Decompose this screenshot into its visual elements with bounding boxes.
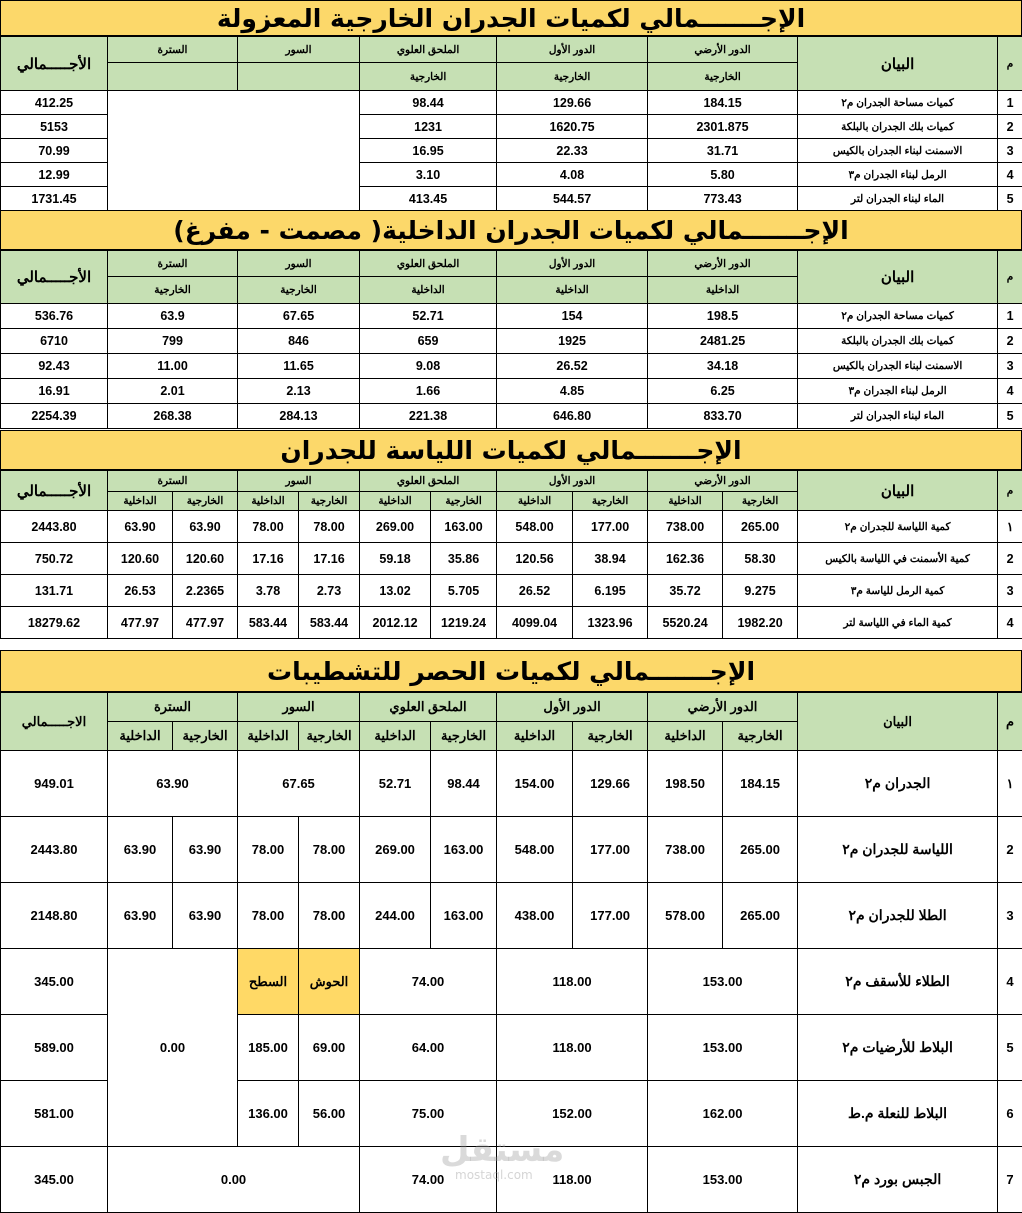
value-cell: 1323.96 [573, 607, 648, 639]
row-label: كميات مساحة الجدران م٢ [798, 91, 998, 115]
header-sutra: السترة [108, 37, 238, 63]
header-ardi: الدور الأرضي [648, 251, 798, 277]
row-total: 92.43 [1, 354, 108, 379]
header-number: م [998, 471, 1022, 511]
value-cell: 26.53 [108, 575, 173, 607]
row-total: 949.01 [1, 751, 108, 817]
row-label: الطلا للجدران م٢ [798, 883, 998, 949]
value-cell: 4099.04 [497, 607, 573, 639]
subheader-dakhili: الداخلية [108, 722, 173, 751]
subheader-dakhili: الداخلية [238, 492, 299, 511]
value-cell: 163.00 [431, 511, 497, 543]
row-total: 16.91 [1, 379, 108, 404]
row-label: كميات بلك الجدران بالبلكة [798, 329, 998, 354]
value-cell: 2.2365 [173, 575, 238, 607]
value-cell: 284.13 [238, 404, 360, 429]
header-sutra: السترة [108, 693, 238, 722]
subheader-kharji: الخارجية [723, 492, 798, 511]
value-cell: 26.52 [497, 354, 648, 379]
row-total: 589.00 [1, 1015, 108, 1081]
row-label: البلاط للأرضيات م٢ [798, 1015, 998, 1081]
value-cell: 63.90 [108, 511, 173, 543]
row-label: كميات بلك الجدران بالبلكة [798, 115, 998, 139]
header-mulhaq: الملحق العلوي [360, 251, 497, 277]
value-cell: 136.00 [238, 1081, 299, 1147]
value-cell: 2.01 [108, 379, 238, 404]
header-row [1, 471, 1022, 492]
quantity-table [0, 470, 1022, 639]
row-number: 2 [998, 817, 1022, 883]
row-number: 4 [998, 607, 1022, 639]
row-total: 5153 [1, 115, 108, 139]
value-cell: 269.00 [360, 511, 431, 543]
value-cell: 153.00 [648, 1015, 798, 1081]
value-cell: 63.90 [173, 817, 238, 883]
value-cell: 4.85 [497, 379, 648, 404]
row-label: كمية الأسمنت في اللياسة بالكيس [798, 543, 998, 575]
row-total: 2443.80 [1, 817, 108, 883]
row-label: كمية الماء في اللياسة لتر [798, 607, 998, 639]
table-row [1, 404, 1022, 429]
value-cell: 177.00 [573, 511, 648, 543]
value-cell: 67.65 [238, 304, 360, 329]
value-cell: 269.00 [360, 817, 431, 883]
table-row [1, 91, 1022, 115]
value-cell: 78.00 [299, 883, 360, 949]
value-cell: 153.00 [648, 1147, 798, 1213]
value-cell: 244.00 [360, 883, 431, 949]
value-cell: 152.00 [497, 1081, 648, 1147]
watermark: مستقل [440, 1130, 565, 1170]
value-cell: 184.15 [648, 91, 798, 115]
row-label: الاسمنت لبناء الجدران بالكيس [798, 354, 998, 379]
header-ardi: الدور الأرضي [648, 37, 798, 63]
subheader-kharji: الخارجية [431, 722, 497, 751]
row-total: 581.00 [1, 1081, 108, 1147]
subheader-dakhili: الداخلية [497, 277, 648, 304]
value-cell: 477.97 [108, 607, 173, 639]
header-description: البيان [798, 471, 998, 511]
table-row [1, 883, 1022, 949]
empty-cell [108, 91, 360, 211]
value-cell: 63.90 [108, 751, 238, 817]
row-total: 536.76 [1, 304, 108, 329]
row-number: 4 [998, 379, 1022, 404]
row-label: الماء لبناء الجدران لتر [798, 404, 998, 429]
value-cell: 78.00 [238, 511, 299, 543]
subheader-dakhili: الداخلية [360, 277, 497, 304]
value-cell: 59.18 [360, 543, 431, 575]
table-row [1, 751, 1022, 817]
value-cell: 548.00 [497, 817, 573, 883]
value-cell: 413.45 [360, 187, 497, 211]
value-cell: 63.90 [108, 883, 173, 949]
row-label: البلاط للنعلة م.ط [798, 1081, 998, 1147]
row-number: 2 [998, 329, 1022, 354]
header-row [1, 693, 1022, 722]
value-cell: 1231 [360, 115, 497, 139]
value-cell: 58.30 [723, 543, 798, 575]
header-ardi: الدور الأرضي [648, 471, 798, 492]
value-cell: 1982.20 [723, 607, 798, 639]
subheader-kharji: الخارجية [173, 492, 238, 511]
value-cell: 75.00 [360, 1081, 497, 1147]
row-number: 5 [998, 404, 1022, 429]
value-cell: 4.08 [497, 163, 648, 187]
value-cell: 16.95 [360, 139, 497, 163]
row-number: 3 [998, 139, 1022, 163]
value-cell: 198.5 [648, 304, 798, 329]
subheader-kharji: الخارجية [723, 722, 798, 751]
value-cell: 63.90 [173, 883, 238, 949]
row-label: الاسمنت لبناء الجدران بالكيس [798, 139, 998, 163]
value-cell: 773.43 [648, 187, 798, 211]
quantity-table [0, 36, 1022, 211]
row-number: 1 [998, 304, 1022, 329]
value-cell: 738.00 [648, 817, 723, 883]
table-row [1, 511, 1022, 543]
value-cell: 63.90 [173, 511, 238, 543]
value-cell: 3.10 [360, 163, 497, 187]
row-number: 2 [998, 543, 1022, 575]
value-cell: 26.52 [497, 575, 573, 607]
value-cell: الحوش [299, 949, 360, 1015]
row-label: كمية الرمل للياسة م٣ [798, 575, 998, 607]
row-total: 1731.45 [1, 187, 108, 211]
value-cell: 2301.875 [648, 115, 798, 139]
value-cell: 153.00 [648, 949, 798, 1015]
value-cell: 163.00 [431, 817, 497, 883]
value-cell: 846 [238, 329, 360, 354]
header-awal: الدور الأول [497, 251, 648, 277]
value-cell: 78.00 [238, 883, 299, 949]
value-cell: 2481.25 [648, 329, 798, 354]
value-cell: 17.16 [238, 543, 299, 575]
section-internal-walls [0, 210, 1022, 429]
header-awal: الدور الأول [497, 693, 648, 722]
value-cell: 129.66 [497, 91, 648, 115]
value-cell: 38.94 [573, 543, 648, 575]
header-sutra: السترة [108, 251, 238, 277]
value-cell: 265.00 [723, 511, 798, 543]
value-cell: 583.44 [238, 607, 299, 639]
header-total: الأجـــــمالي [1, 37, 108, 91]
value-cell: 52.71 [360, 751, 431, 817]
row-number: 1 [998, 91, 1022, 115]
value-cell: 583.44 [299, 607, 360, 639]
header-number: م [998, 37, 1022, 91]
subheader-dakhili: الداخلية [497, 722, 573, 751]
value-cell: 35.86 [431, 543, 497, 575]
subheader-kharji: الخارجية [173, 722, 238, 751]
value-cell: 120.60 [173, 543, 238, 575]
row-number: 3 [998, 575, 1022, 607]
value-cell: 2.13 [238, 379, 360, 404]
value-cell: 98.44 [431, 751, 497, 817]
subheader-dakhili: الداخلية [648, 277, 798, 304]
row-label: كميات مساحة الجدران م٢ [798, 304, 998, 329]
value-cell: 154 [497, 304, 648, 329]
value-cell: 5.80 [648, 163, 798, 187]
subheader-kharji: الخارجية [108, 277, 238, 304]
header-total: الاجـــــمالي [1, 693, 108, 751]
row-total: 2443.80 [1, 511, 108, 543]
value-cell: 177.00 [573, 817, 648, 883]
header-sour: السور [238, 471, 360, 492]
quantity-table [0, 250, 1022, 429]
value-cell: 5520.24 [648, 607, 723, 639]
header-sour: السور [238, 37, 360, 63]
row-label: الطلاء للأسقف م٢ [798, 949, 998, 1015]
subheader-kharji: الخارجية [497, 63, 648, 91]
row-label: الجدران م٢ [798, 751, 998, 817]
header-description: البيان [798, 37, 998, 91]
value-cell: 198.50 [648, 751, 723, 817]
section-title: الإجـــــــمالي لكميات الحصر للتشطيبات [0, 650, 1022, 692]
value-cell: 659 [360, 329, 497, 354]
value-cell: 833.70 [648, 404, 798, 429]
value-cell: 438.00 [497, 883, 573, 949]
value-cell: 265.00 [723, 817, 798, 883]
subheader-kharji: الخارجية [431, 492, 497, 511]
row-total: 131.71 [1, 575, 108, 607]
table-row [1, 329, 1022, 354]
quantity-table [0, 692, 1022, 1213]
header-number: م [998, 693, 1022, 751]
subheader-dakhili: الداخلية [360, 722, 431, 751]
table-row [1, 949, 1022, 1015]
value-cell: 221.38 [360, 404, 497, 429]
row-label: الجبس بورد م٢ [798, 1147, 998, 1213]
header-number: م [998, 251, 1022, 304]
row-total: 345.00 [1, 949, 108, 1015]
value-cell: 1219.24 [431, 607, 497, 639]
value-cell: 2.73 [299, 575, 360, 607]
row-total: 345.00 [1, 1147, 108, 1213]
value-cell: 578.00 [648, 883, 723, 949]
value-cell: 2012.12 [360, 607, 431, 639]
section-external-walls [0, 0, 1022, 211]
value-cell: 63.9 [108, 304, 238, 329]
row-total: 2254.39 [1, 404, 108, 429]
row-total: 750.72 [1, 543, 108, 575]
value-cell: 78.00 [299, 817, 360, 883]
row-number: ١ [998, 511, 1022, 543]
value-cell: 31.71 [648, 139, 798, 163]
row-number: 2 [998, 115, 1022, 139]
table-row [1, 1147, 1022, 1213]
value-cell: 163.00 [431, 883, 497, 949]
subheader-dakhili: الداخلية [238, 722, 299, 751]
value-cell: 6.195 [573, 575, 648, 607]
watermark-url: mostaql.com [455, 1168, 533, 1182]
value-cell: 9.275 [723, 575, 798, 607]
row-number: 7 [998, 1147, 1022, 1213]
subheader-dakhili: الداخلية [497, 492, 573, 511]
subheader-dakhili: الداخلية [108, 492, 173, 511]
table-row [1, 575, 1022, 607]
value-cell: 11.65 [238, 354, 360, 379]
value-cell: 1925 [497, 329, 648, 354]
value-cell: 268.38 [108, 404, 238, 429]
value-cell: 69.00 [299, 1015, 360, 1081]
value-cell: 646.80 [497, 404, 648, 429]
row-total: 12.99 [1, 163, 108, 187]
value-cell: 1.66 [360, 379, 497, 404]
value-cell: 129.66 [573, 751, 648, 817]
row-label: الرمل لبناء الجدران م٣ [798, 379, 998, 404]
table-row [1, 607, 1022, 639]
row-total: 18279.62 [1, 607, 108, 639]
value-cell: 74.00 [360, 1147, 497, 1213]
value-cell: 52.71 [360, 304, 497, 329]
row-number: 3 [998, 883, 1022, 949]
table-row [1, 354, 1022, 379]
header-total: الأجـــــمالي [1, 471, 108, 511]
subheader-kharji: الخارجية [573, 492, 648, 511]
subheader-empty [108, 63, 238, 91]
header-sour: السور [238, 251, 360, 277]
value-cell: 177.00 [573, 883, 648, 949]
value-cell: 544.57 [497, 187, 648, 211]
header-total: الأجـــــمالي [1, 251, 108, 304]
value-cell: 738.00 [648, 511, 723, 543]
row-number: 3 [998, 354, 1022, 379]
value-cell: 74.00 [360, 949, 497, 1015]
value-cell: 265.00 [723, 883, 798, 949]
value-cell: 184.15 [723, 751, 798, 817]
subheader-kharji: الخارجية [573, 722, 648, 751]
value-cell: 67.65 [238, 751, 360, 817]
value-cell: 185.00 [238, 1015, 299, 1081]
value-cell: 162.00 [648, 1081, 798, 1147]
subheader-kharji: الخارجية [648, 63, 798, 91]
value-cell: 22.33 [497, 139, 648, 163]
value-cell: 162.36 [648, 543, 723, 575]
subheader-kharji: الخارجية [299, 492, 360, 511]
header-awal: الدور الأول [497, 37, 648, 63]
value-cell: السطح [238, 949, 299, 1015]
subheader-dakhili: الداخلية [360, 492, 431, 511]
value-cell: 78.00 [299, 511, 360, 543]
value-cell: 799 [108, 329, 238, 354]
row-total: 70.99 [1, 139, 108, 163]
value-cell: 118.00 [497, 1147, 648, 1213]
subheader-dakhili: الداخلية [648, 722, 723, 751]
subheader-kharji: الخارجية [299, 722, 360, 751]
value-cell: 3.78 [238, 575, 299, 607]
row-label: الماء لبناء الجدران لتر [798, 187, 998, 211]
row-total: 6710 [1, 329, 108, 354]
section-title: الإجـــــــمالي لكميات اللياسة للجدران [0, 430, 1022, 470]
header-description: البيان [798, 251, 998, 304]
header-row [1, 251, 1022, 277]
table-row [1, 379, 1022, 404]
value-cell: 35.72 [648, 575, 723, 607]
row-number: 5 [998, 187, 1022, 211]
value-cell: 0.00 [108, 1147, 360, 1213]
value-cell: 63.90 [108, 817, 173, 883]
header-sour: السور [238, 693, 360, 722]
value-cell: 120.60 [108, 543, 173, 575]
table-row [1, 304, 1022, 329]
row-number: ١ [998, 751, 1022, 817]
value-cell: 120.56 [497, 543, 573, 575]
row-label: كمية اللياسة للجدران م٢ [798, 511, 998, 543]
header-sutra: السترة [108, 471, 238, 492]
header-mulhaq: الملحق العلوي [360, 471, 497, 492]
value-cell: 13.02 [360, 575, 431, 607]
subheader-dakhili: الداخلية [648, 492, 723, 511]
table-row [1, 817, 1022, 883]
value-cell: 118.00 [497, 949, 648, 1015]
header-description: البيان [798, 693, 998, 751]
row-number: 4 [998, 163, 1022, 187]
value-cell: 5.705 [431, 575, 497, 607]
row-label: اللياسة للجدران م٢ [798, 817, 998, 883]
header-mulhaq: الملحق العلوي [360, 37, 497, 63]
table-row [1, 543, 1022, 575]
value-cell: 17.16 [299, 543, 360, 575]
row-total: 412.25 [1, 91, 108, 115]
header-ardi: الدور الأرضي [648, 693, 798, 722]
value-cell: 56.00 [299, 1081, 360, 1147]
value-cell: 78.00 [238, 817, 299, 883]
header-row [1, 37, 1022, 63]
row-number: 4 [998, 949, 1022, 1015]
subheader-kharji: الخارجية [360, 63, 497, 91]
value-cell: 6.25 [648, 379, 798, 404]
value-cell: 154.00 [497, 751, 573, 817]
header-mulhaq: الملحق العلوي [360, 693, 497, 722]
value-cell: 98.44 [360, 91, 497, 115]
value-cell: 1620.75 [497, 115, 648, 139]
section-title: الإجـــــــمالي لكميات الجدران الخارجية المعزولة [0, 0, 1022, 36]
subheader-kharji: الخارجية [238, 277, 360, 304]
value-cell: 11.00 [108, 354, 238, 379]
row-label: الرمل لبناء الجدران م٣ [798, 163, 998, 187]
value-cell: 548.00 [497, 511, 573, 543]
value-cell: 34.18 [648, 354, 798, 379]
row-number: 5 [998, 1015, 1022, 1081]
section-plaster [0, 430, 1022, 639]
value-cell: 64.00 [360, 1015, 497, 1081]
value-cell: 477.97 [173, 607, 238, 639]
subheader-empty [238, 63, 360, 91]
row-total: 2148.80 [1, 883, 108, 949]
value-cell: 118.00 [497, 1015, 648, 1081]
section-title: الإجـــــــمالي لكميات الجدران الداخلية( مصمت - مفرغ) [0, 210, 1022, 250]
row-number: 6 [998, 1081, 1022, 1147]
value-cell: 9.08 [360, 354, 497, 379]
header-awal: الدور الأول [497, 471, 648, 492]
section-finishes [0, 650, 1022, 1213]
value-cell: 0.00 [108, 949, 238, 1147]
